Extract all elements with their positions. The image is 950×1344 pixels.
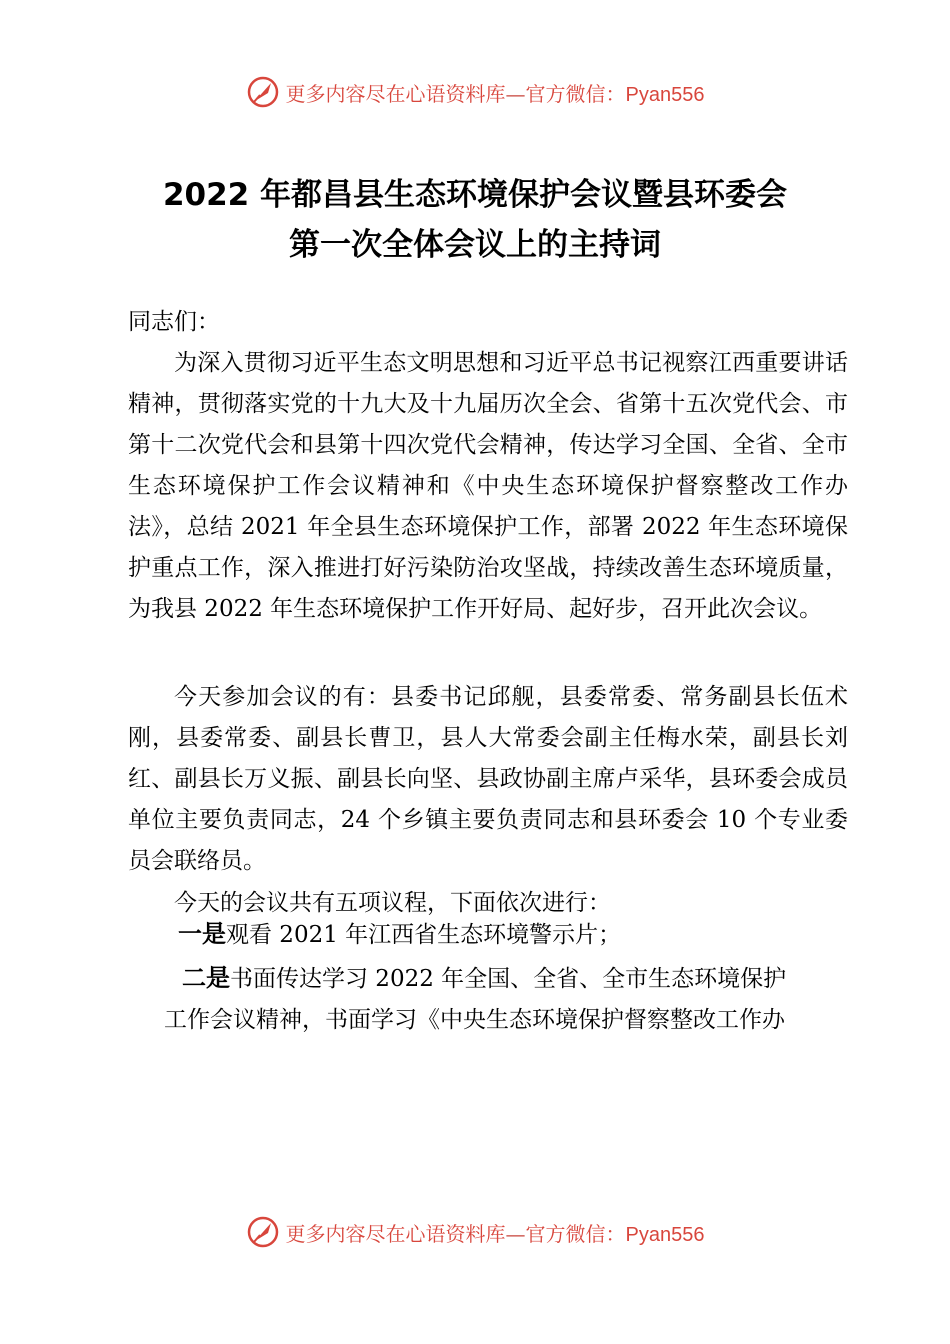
paragraph-attendees: 今天参加会议的有：县委书记邱舰，县委常委、常务副县长伍术刚，县委常委、副县长曹卫，县人大常委会副主任梅水荣，副县长刘红、副县长万义振、副县长向坚、县政协副主席卢采华，县环委会成员单位主要负责同志，24 个乡镇主要负责同志和县环委会 10 个专业委员会联络员。: [128, 684, 848, 874]
agenda-item-2: [164, 958, 854, 1041]
greeting: 同志们：: [128, 309, 220, 335]
banner-wechat-label: 官方微信：: [525, 81, 626, 106]
banner-label: 更多内容尽在心语资料库: [285, 81, 506, 106]
paragraph-purpose: 为深入贯彻习近平生态文明思想和习近平总书记视察江西重要讲话精神，贯彻落实党的十九大及十九届历次全会、省第十五次党代会、市第十二次党代会和县第十四次党代会精神，传达学习全国、全省、全市生态环境保护工作会议精神和《中央生态环境保护督察整改工作办法》，总结 2021 年全县生态环境保护工作，部署 2022 年生态环境保护重点工作，深入推进打好污染防治攻坚战，持续改善生态环境质量，为我县 2022 年生态环境保护工作开好局、起好步，召开此次会议。: [128, 350, 848, 622]
header-banner: [0, 72, 950, 112]
agenda-item-1: [178, 914, 621, 949]
banner-separator: —: [505, 81, 526, 106]
footer-banner-label: 更多内容尽在心语资料库: [285, 1221, 506, 1246]
agenda-item-1-text: 观看 2021 年江西省生态环境警示片；: [226, 922, 622, 948]
footer-banner-separator: —: [505, 1221, 526, 1246]
agenda-item-1-lead: 一是: [178, 920, 226, 948]
agenda-item-2-text-line-2: 工作会议精神，书面学习《中央生态环境保护督察整改工作办: [164, 1007, 785, 1033]
title-line-1: 2022 年都昌县生态环境保护会议暨县环委会: [162, 177, 788, 213]
document-title: [0, 170, 950, 270]
paragraph-agenda-intro: 今天的会议共有五项议程，下面依次进行：: [174, 890, 611, 916]
footer-banner-wechat-label: 官方微信：: [525, 1221, 626, 1246]
agenda-item-2-text-line-1: 书面传达学习 2022 年全国、全省、全市生态环境保护: [230, 966, 787, 992]
agenda-item-2-lead: 二是: [182, 964, 230, 992]
banner-wechat-id: Pyan556: [625, 83, 705, 106]
quill-logo-icon: [246, 75, 280, 109]
footer-banner-wechat-id: Pyan556: [625, 1223, 705, 1246]
quill-logo-icon: [246, 1215, 280, 1249]
footer-banner: [0, 1212, 950, 1252]
title-line-2: 第一次全体会议上的主持词: [289, 227, 661, 263]
